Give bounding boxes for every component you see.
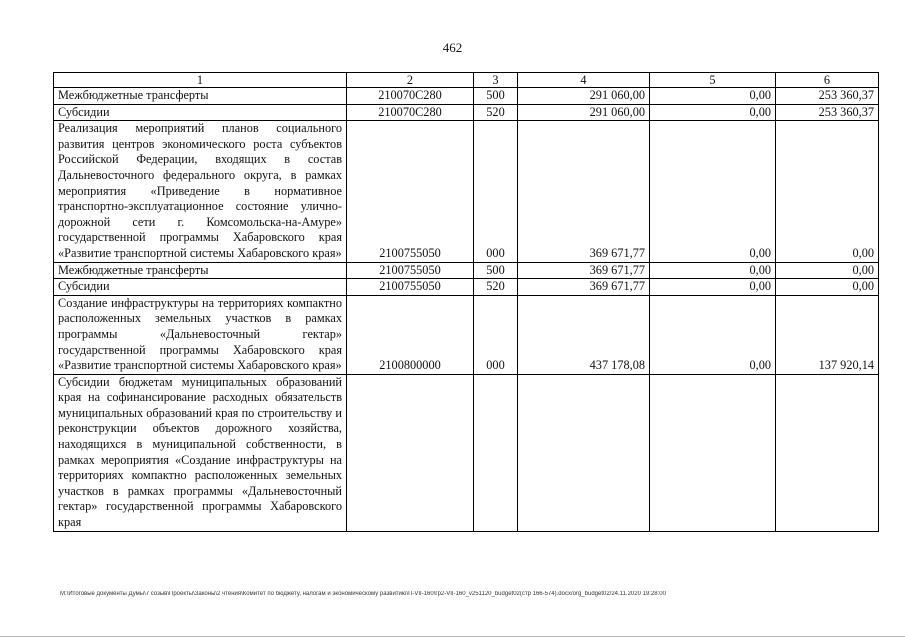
row-amount-cell: 0,00 bbox=[776, 121, 879, 262]
row-code-cell bbox=[347, 374, 474, 531]
header-cell: 6 bbox=[776, 73, 879, 88]
document-path-footer: M:\Итоговые документы Думы\7 созыв\Проекты\Законы\2 чтения\Комитет по бюджету, налогам и экономическому развитию\П-VII-160\гр2-VII-160_v251120_budget02(стр 166-574).docx/org_budget02/24.11.2020 19:28:00 bbox=[60, 591, 666, 597]
row-code-cell: 2100755050 bbox=[347, 262, 474, 279]
row-amount-cell: 0,00 bbox=[650, 104, 776, 121]
header-cell: 1 bbox=[54, 73, 347, 88]
header-cell: 2 bbox=[347, 73, 474, 88]
row-amount-cell: 0,00 bbox=[776, 262, 879, 279]
row-amount-cell: 0,00 bbox=[650, 88, 776, 105]
row-amount-cell: 137 920,14 bbox=[776, 295, 879, 374]
row-name-cell: Реализация мероприятий планов социального развития центров экономического роста субъектов Российской Федерации, входящих в состав Дальневосточного федерального округа, в рамках мероприятия «Приведение в нормативное транспортно-эксплуатационное состояние улично-дорожной сети г. Комсомольска-на-Амуре» государственной программы Хабаровского края «Развитие транспортной системы Хабаровского края» bbox=[54, 121, 347, 262]
page-number: 462 bbox=[442, 40, 463, 55]
table-row bbox=[54, 104, 879, 121]
row-amount-cell: 369 671,77 bbox=[518, 262, 650, 279]
row-code-cell: 2100755050 bbox=[347, 121, 474, 262]
header-cell: 5 bbox=[650, 73, 776, 88]
row-vr-cell: 000 bbox=[474, 121, 518, 262]
row-amount-cell: 253 360,37 bbox=[776, 104, 879, 121]
header-cell: 4 bbox=[518, 73, 650, 88]
row-vr-cell: 500 bbox=[474, 88, 518, 105]
table-row bbox=[54, 88, 879, 105]
scan-edge-divider bbox=[0, 636, 905, 637]
row-amount-cell bbox=[776, 374, 879, 531]
row-vr-cell bbox=[474, 374, 518, 531]
row-amount-cell: 291 060,00 bbox=[518, 88, 650, 105]
row-code-cell: 2100755050 bbox=[347, 279, 474, 296]
row-amount-cell bbox=[650, 374, 776, 531]
row-amount-cell: 369 671,77 bbox=[518, 279, 650, 296]
row-amount-cell: 0,00 bbox=[650, 295, 776, 374]
row-vr-cell: 520 bbox=[474, 279, 518, 296]
row-vr-cell: 500 bbox=[474, 262, 518, 279]
row-code-cell: 210070С280 bbox=[347, 104, 474, 121]
row-name-cell: Субсидии bbox=[54, 279, 347, 296]
table-row bbox=[54, 279, 879, 296]
row-vr-cell: 000 bbox=[474, 295, 518, 374]
row-amount-cell: 437 178,08 bbox=[518, 295, 650, 374]
row-amount-cell: 0,00 bbox=[650, 279, 776, 296]
budget-table bbox=[53, 72, 879, 532]
row-amount-cell: 369 671,77 bbox=[518, 121, 650, 262]
row-name-cell: Субсидии bbox=[54, 104, 347, 121]
row-code-cell: 210070С280 bbox=[347, 88, 474, 105]
row-amount-cell: 0,00 bbox=[650, 121, 776, 262]
row-name-cell: Межбюджетные трансферты bbox=[54, 88, 347, 105]
row-name-cell: Субсидии бюджетам муниципальных образований края на софинансирование расходных обязательств муниципальных образований края по строительству и реконструкции объектов дорожного хозяйства, находящихся в муниципальной собственности, в рамках мероприятия «Создание инфраструктуры на территориях компактно расположенных земельных участков в рамках программы «Дальневосточный гектар» государственной программы Хабаровского края bbox=[54, 374, 347, 531]
row-amount-cell: 253 360,37 bbox=[776, 88, 879, 105]
row-name-cell: Межбюджетные трансферты bbox=[54, 262, 347, 279]
table-header-row bbox=[54, 73, 879, 88]
table-row bbox=[54, 295, 879, 374]
table-row bbox=[54, 374, 879, 531]
row-vr-cell: 520 bbox=[474, 104, 518, 121]
row-name-cell: Создание инфраструктуры на территориях компактно расположенных земельных участков в рамках программы «Дальневосточный гектар» государственной программы Хабаровского края «Развитие транспортной системы Хабаровского края» bbox=[54, 295, 347, 374]
row-amount-cell: 291 060,00 bbox=[518, 104, 650, 121]
row-amount-cell: 0,00 bbox=[776, 279, 879, 296]
row-code-cell: 2100800000 bbox=[347, 295, 474, 374]
header-cell: 3 bbox=[474, 73, 518, 88]
row-amount-cell: 0,00 bbox=[650, 262, 776, 279]
row-amount-cell bbox=[518, 374, 650, 531]
table-row bbox=[54, 262, 879, 279]
table-row bbox=[54, 121, 879, 262]
